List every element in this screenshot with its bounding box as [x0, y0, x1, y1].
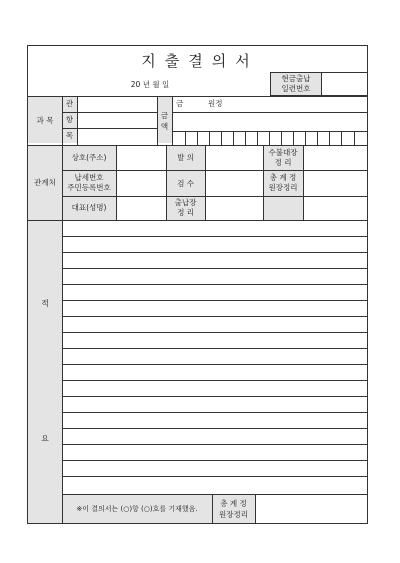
remarks-label-top: 적	[41, 299, 49, 308]
amount-suffix: 원정	[208, 99, 223, 108]
subject-mok: 목	[65, 131, 74, 140]
relations-inspection: 검 수	[177, 179, 194, 188]
footer-gl-line2: 원장정리	[219, 510, 248, 519]
amount-label-bottom: 액	[160, 122, 169, 131]
relations-proposal: 발 의	[177, 153, 194, 162]
subject-gwan: 관	[65, 99, 74, 108]
serial-label-line2: 일련번호	[281, 84, 311, 93]
relations-ledger-line2: 정 리	[274, 158, 292, 167]
relations-cashbook-line1: 출납장	[174, 198, 197, 207]
relations-rep-name: 대표(성명)	[71, 203, 107, 212]
amount-prefix: 금	[176, 99, 184, 108]
date-line: 20 년 월 일	[130, 80, 170, 89]
relations-tax-no-line2: 주민등록번호	[67, 183, 111, 192]
serial-label-line1: 현금출납	[281, 74, 311, 83]
relations-gl-line2: 원장정리	[268, 183, 298, 192]
footer-note: ※이 결의서는 (○)항 (○)호를 기재했음.	[76, 505, 198, 513]
relations-gl-line1: 총 계 정	[269, 173, 297, 182]
footer-gl-line1: 총 계 정	[220, 499, 247, 508]
relations-label: 관계처	[34, 178, 56, 187]
subject-hang: 항	[65, 115, 74, 124]
relations-tax-no-line1: 납세번호	[74, 173, 104, 182]
subject-label: 과 목	[36, 116, 54, 125]
relations-ledger-line1: 수불대장	[268, 148, 298, 157]
relations-name-addr: 상호(주소)	[71, 153, 107, 162]
form-title: 지출결의서	[141, 52, 259, 70]
amount-label-top: 금	[160, 111, 169, 120]
remarks-label-bottom: 요	[41, 434, 49, 443]
relations-cashbook-line2: 정 리	[177, 208, 194, 217]
